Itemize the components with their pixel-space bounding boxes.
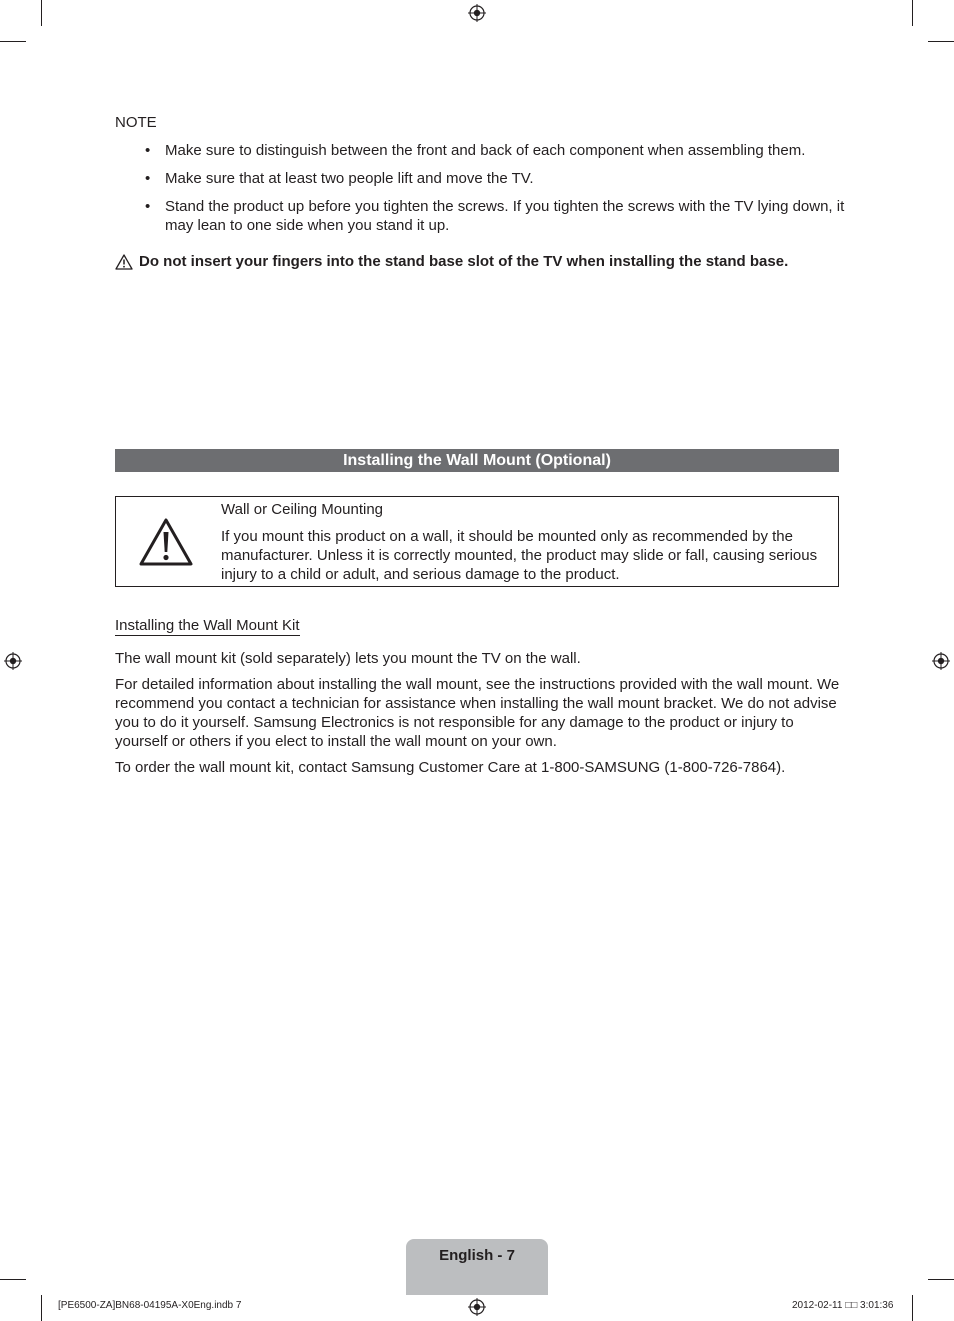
kit-heading: Installing the Wall Mount Kit xyxy=(115,617,300,634)
crop-mark xyxy=(0,41,26,42)
kit-paragraph: The wall mount kit (sold separately) lets you mount the TV on the wall. xyxy=(115,650,581,667)
crop-mark xyxy=(912,1295,913,1321)
warning-text: Do not insert your fingers into the stand base slot of the TV when installing the stand base. xyxy=(139,253,789,270)
kit-paragraph: To order the wall mount kit, contact Samsung Customer Care at 1-800-SAMSUNG (1-800-726-7864). xyxy=(115,759,786,776)
bullet: • xyxy=(145,198,151,215)
registration-mark-icon xyxy=(468,4,486,22)
crop-mark xyxy=(912,0,913,26)
section-title-bar: Installing the Wall Mount (Optional) xyxy=(115,449,839,472)
note-list xyxy=(145,141,845,244)
page-number-tab xyxy=(406,1239,548,1295)
note-item-text: Stand the product up before you tighten the screws. If you tighten the screws with the TV lying down, it may lean to one side when you stand it up. xyxy=(165,198,845,234)
file-slug: [PE6500-ZA]BN68-04195A-X0Eng.indb 7 xyxy=(58,1300,242,1311)
list-item xyxy=(145,169,845,188)
page-number: English - 7 xyxy=(439,1247,515,1264)
warning-triangle-icon xyxy=(115,254,133,270)
bullet: • xyxy=(145,142,151,159)
registration-mark-icon xyxy=(4,652,22,670)
crop-mark xyxy=(928,41,954,42)
crop-mark xyxy=(0,1279,26,1280)
bullet: • xyxy=(145,170,151,187)
registration-mark-icon xyxy=(932,652,950,670)
kit-paragraph: For detailed information about installing the wall mount, see the instructions provided with the wall mount. We recommend you contact a technician for assistance when installing the wall mount bracket. We do not advise you to do it yourself. Samsung Electronics is not responsible for any damage to the product or injury to yourself or others if you elect to install the wall mount on your own. xyxy=(115,676,840,750)
registration-mark-icon xyxy=(468,1298,486,1316)
list-item xyxy=(145,141,845,160)
crop-mark xyxy=(928,1279,954,1280)
caution-title: Wall or Ceiling Mounting xyxy=(221,501,384,518)
caution-text: If you mount this product on a wall, it should be mounted only as recommended by the manufacturer. Unless it is correctly mounted, the product may slide or fall, causing serious injury to a child or adult, and serious damage to the product. xyxy=(221,528,818,583)
warning-line xyxy=(115,253,788,270)
caution-box xyxy=(115,496,839,587)
note-item-text: Make sure to distinguish between the front and back of each component when assembling them. xyxy=(165,142,806,159)
crop-mark xyxy=(41,1295,42,1321)
note-item-text: Make sure that at least two people lift and move the TV. xyxy=(165,170,534,187)
exclamation-triangle-icon xyxy=(138,517,194,567)
print-timestamp: 2012-02-11 □□ 3:01:36 xyxy=(792,1300,894,1311)
crop-mark xyxy=(41,0,42,26)
note-label: NOTE xyxy=(115,114,157,131)
list-item xyxy=(145,197,845,235)
